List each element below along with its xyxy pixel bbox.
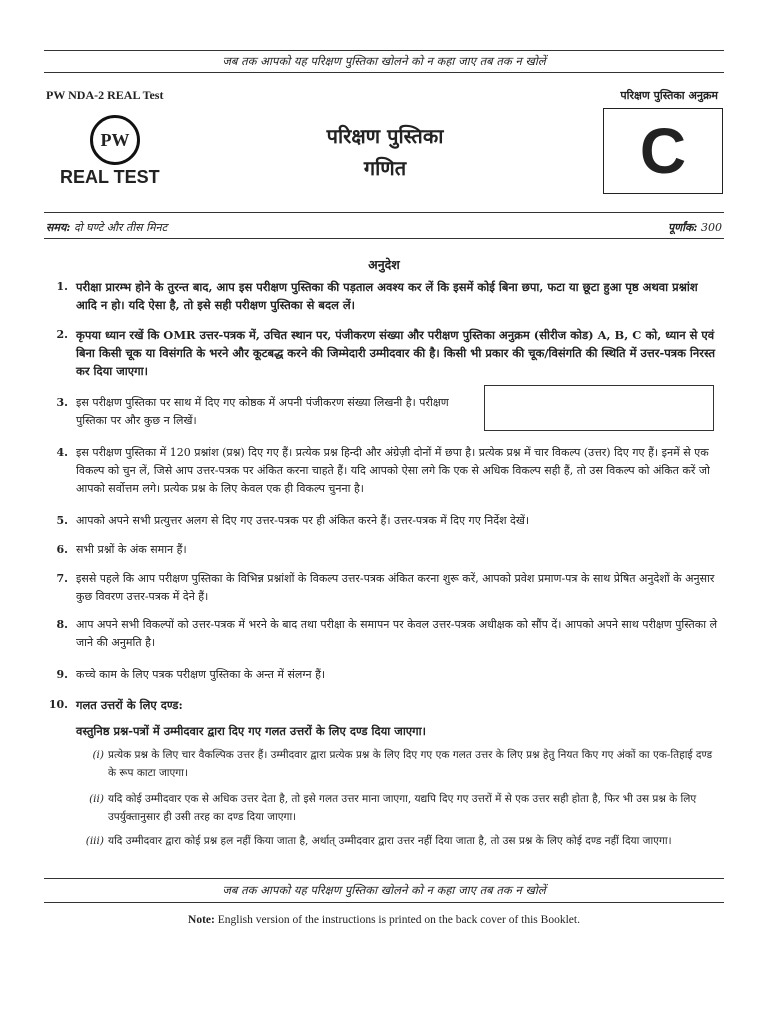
item-number: 6. [56,543,68,556]
page-title: परिक्षण पुस्तिका [326,124,444,148]
item-number: 5. [56,514,68,527]
marks-label: पूर्णांक: [667,221,698,234]
penalty-label: (ii) [89,793,104,805]
item-number: 9. [56,668,68,681]
series-code-box: C [603,108,723,194]
time-value: दो घण्टे और तीस मिनट [73,221,168,234]
item-number: 2. [56,328,68,341]
item-number: 7. [56,572,68,585]
item-number: 1. [56,280,68,293]
time-label: समय: [46,221,71,234]
penalty-label: (iii) [85,835,104,847]
penalty-text: यदि कोई उम्मीदवार एक से अधिक उत्तर देता है, तो इसे गलत उत्तर माना जाएगा, यद्यपि दिए गए उत्तरों में से एक उत्तर सही होता है, फिर भी उस प्रश्न के लिए उपर्युक्तानुसार ही उसी तरह का दण्ड दिया जाएगा। [108,793,697,823]
note-text: English version of the instructions is printed on the back cover of this Booklet. [217,914,580,926]
top-rule-2 [44,72,724,73]
penalty-text: प्रत्येक प्रश्न के लिए चार वैकल्पिक उत्तर हैं। उम्मीदवार द्वारा प्रत्येक प्रश्न के लिए दिए गए एक गलत उत्तर के लिए प्रश्न हेतु नियत किए गए अंकों का एक-तिहाई दण्ड के रूप काटा जाएगा। [108,749,713,779]
max-marks [668,220,722,235]
instructions-heading: अनुदेश [368,257,400,272]
top-notice: जब तक आपको यह परिक्षण पुस्तिका खोलने को न कहा जाए तब तक न खोलें [222,54,546,68]
item-number: 10. [48,698,68,711]
item-text: गलत उत्तरों के लिए दण्ड: [76,698,183,712]
meta-rule-bottom [44,238,724,239]
item-text: इस परीक्षण पुस्तिका पर साथ में दिए गए कोष्ठक में अपनी पंजीकरण संख्या लिखनी है। परीक्षण पुस्तिका पर और कुछ न लिखें। [76,396,449,427]
item-text: कृपया ध्यान रखें कि OMR उत्तर-पत्रक में, उचित स्थान पर, पंजीकरण संख्या और परीक्षण पुस्तिका अनुक्रम (सीरीज कोड) A, B, C को, ध्यान से एवं बिना किसी चूक या विसंगति के भरने और कूटबद्ध करने की जिम्मेदारी उम्मीदवार की है। किसी भी प्रकार की चूक/विसंगति की स्थिति में उत्तर-पत्रक निरस्त कर दिया जाएगा। [76,328,716,378]
bottom-rule-2 [44,902,724,903]
marks-value: 300 [701,221,722,234]
item-text: आप अपने सभी विकल्पों को उत्तर-पत्रक में भरने के बाद तथा परीक्षा के समापन पर केवल उत्तर-पत्रक अधीक्षक को सौंप दें। आपको अपने साथ परीक्षण पुस्तिका ले जाने की अनुमति है। [76,618,718,649]
logo-mark: PW [90,115,140,165]
booklet-title [250,120,520,184]
english-note [44,914,724,926]
meta-rule-top [44,212,724,213]
booklet-series-label: परिक्षण पुस्तिका अनुक्रम [620,89,718,102]
time-allowed [46,220,167,235]
penalty-intro-text: वस्तुनिष्ठ प्रश्न-पत्रों में उम्मीदवार द्वारा दिए गए गलत उत्तरों के लिए दण्ड दिया जाएगा। [76,724,426,738]
note-label: Note: [188,914,215,926]
item-text: परीक्षा प्रारम्भ होने के तुरन्त बाद, आप इस परीक्षण पुस्तिका की पड़ताल अवश्य कर लें कि इसमें कोई बिना छपा, फटा या छूटा हुआ पृष्ठ अथवा प्रश्नांश आदि न हो। यदि ऐसा है, तो इसे सही परीक्षण पुस्तिका से बदल लें। [76,280,698,312]
logo-text: REAL TEST [60,167,160,187]
top-rule-1 [44,50,724,51]
registration-number-box[interactable] [484,385,714,431]
penalty-text: यदि उम्मीदवार द्वारा कोई प्रश्न हल नहीं किया जाता है, अर्थात् उम्मीदवार द्वारा उत्तर नहीं दिया जाता है, तो उस प्रश्न के लिए कोई दण्ड नहीं दिया जाएगा। [108,835,672,847]
item-text: आपको अपने सभी प्रत्युत्तर अलग से दिए गए उत्तर-पत्रक पर ही अंकित करने हैं। उत्तर-पत्रक में दिए गए निर्देश देखें। [76,514,530,527]
test-name: PW NDA-2 REAL Test [46,88,164,102]
penalty-label: (i) [92,749,104,761]
item-text: इससे पहले कि आप परीक्षण पुस्तिका के विभिन्न प्रश्नांशों के विकल्प उत्तर-पत्रक अंकित करना शुरू करें, आपको प्रवेश प्रमाण-पत्र के साथ प्रेषित अनुदेशों के अनुसार कुछ विवरण उत्तर-पत्रक में देने हैं। [76,572,715,603]
item-number: 8. [56,618,68,631]
bottom-notice: जब तक आपको यह परिक्षण पुस्तिका खोलने को न कहा जाए तब तक न खोलें [222,883,546,897]
item-number: 3. [56,396,68,409]
item-text: सभी प्रश्नों के अंक समान हैं। [76,543,187,556]
subject-title: गणित [363,156,407,180]
bottom-rule-1 [44,878,724,879]
item-text: कच्चे काम के लिए पत्रक परीक्षण पुस्तिका के अन्त में संलग्न हैं। [76,668,326,681]
item-text: इस परीक्षण पुस्तिका में 120 प्रश्नांश (प्रश्न) दिए गए हैं। प्रत्येक प्रश्न हिन्दी और अंग्रेज़ी दोनों में छपा है। प्रत्येक प्रश्न में चार विकल्प (उत्तर) दिए गए हैं। इनमें से एक विकल्प को चुन लें, जिसे आप उत्तर-पत्रक पर अंकित करना चाहते हैं। यदि आपको ऐसा लगे कि एक से अधिक विकल्प सही हैं, तो उस विकल्प को अंकित करें जो आपको सर्वोत्तम लगे। प्रत्येक प्रश्न के लिए केवल एक ही विकल्प चुनना है। [76,446,710,495]
item-number: 4. [56,446,68,459]
